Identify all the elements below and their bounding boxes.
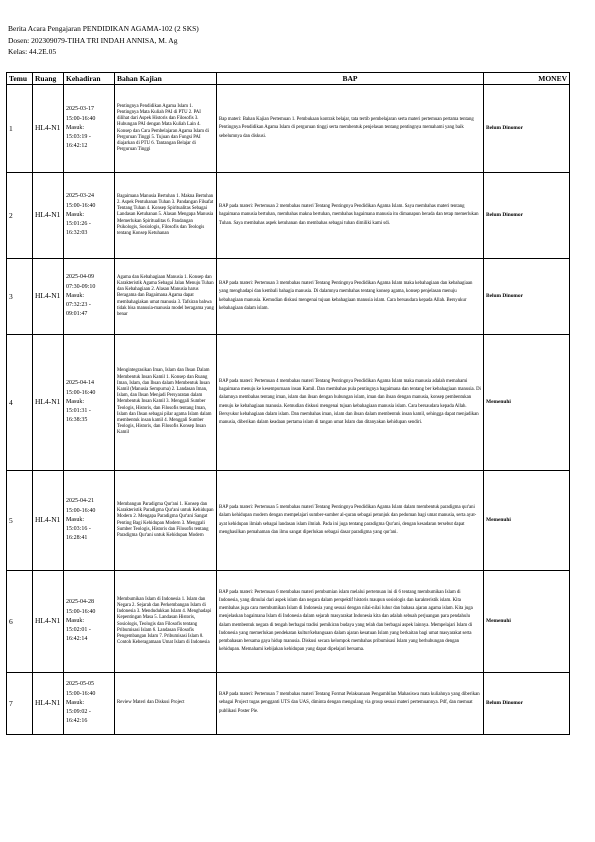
bap-cell: BAP pada materi: Pertemuan 2 membahas materi Tentang Pentingnya Pendidikan Agama Islam. Saya membahas materi tentang bagaimana manusia bertuhan, membahas makna bertuhan, membahas bagaimana manusia itu dimanapun berada dan tetap memerlukan Tuhan. Saya membahas aspek ketuhanan dan membahas sebagai tuhan dimiliki kami sdi. [217, 173, 484, 259]
masuk-time: 15:01:26 - [66, 221, 91, 228]
keluar-time: 16:28:41 [66, 535, 88, 542]
table-row [7, 259, 570, 335]
session-time: 15:00-16:40 [66, 608, 96, 615]
row-number: 4 [7, 335, 33, 471]
session-time: 15:00-16:40 [66, 202, 96, 209]
keluar-time: 16:42:12 [66, 143, 88, 150]
bahan-kajian-cell: Review Materi dan Diskusi Project [115, 673, 217, 735]
table-row [7, 173, 570, 259]
attendance-cell [64, 471, 115, 571]
masuk-time: 15:01:31 - [66, 408, 91, 415]
header-bap: BAP [217, 73, 484, 85]
row-number: 5 [7, 471, 33, 571]
bap-cell: BAP pada materi: Pertemuan 4 membahas materi Tentang Pentingnya Pendidikan Agama Islam maka manusia adalah memahami bagaimana menuju ke kesempurnaan insan Kamil. Dan membahas pula pentingnya bagaimana dan tentang ber kebahagiaan manusia. Di dalamnya membahas tentang iman, islam dan ihsan dengan hubungan islam, iman dan ihsan dengan manusia, konsep pembentukan menuju ke kebahagiaan manusia. Kemudian diskusi mengenai tujuan kebahagiaan manusia islam. Cara bersaudara kepada Allah. Bersyukur kebahagiaan dalam islam. Dan membahas iman, islam dan ihsan dalam membentuk insan kamil, sehingga dapat menjadikan manusia, diberikan dalam keadaan pertama islam di tangan umat Islam dan ditanyakan kehidupan sendiri. [217, 335, 484, 471]
keluar-time: 16:32:03 [66, 230, 88, 237]
row-number: 1 [7, 85, 33, 173]
session-date: 2025-05-05 [66, 681, 94, 688]
row-number: 7 [7, 673, 33, 735]
header-monev: MONEV [484, 73, 570, 85]
lecturer-line: Dosen: 202309079-TIHA TRI INDAH ANNISA, M. Ag [8, 35, 178, 45]
masuk-label: Masuk: [66, 516, 84, 523]
attendance-cell [64, 173, 115, 259]
session-date: 2025-04-09 [66, 274, 94, 281]
monev-status: Memenuhi [484, 471, 570, 571]
monev-status: Belum Dinomor [484, 673, 570, 735]
bap-cell: BAP pada materi: Pertemuan 6 membahas materi pembumian islam melalui pertemuan ini di 6 tentang membumikan Islam di Indonesia, yang dimulai dari aspek islam dan negara dalam perspektif historis maupun sosiologis dan karakteristik islam. Kita membahas juga cara membumikan Islam di Indonesia yang sesuai dengan nilai-nilai luhur dan bahasa ajaran agama islam. Kita juga menjelaskan bagaimana Islam di Indonesia dalam sejarah masyarakat Indonesia kita dan adalah sebuah perjuangan para pendahulu dalam membentuk negara di tengah berbagai tradisi pemikiran budaya yang telah dan berbagai aspek lainnya. Mempelajari Islam di Indonesia yang memerlukan pendekatan kultur/kebangsaan dalam ajaran kesatuan Islam yang berkaitan bagi umat masyarakat serta pembahasan bersama gaya hidup manusia. Diskusi secara kelompok membahas pribumisasi Islam yang berhubungan dengan kehidupan. Memahami kebijakan kehidupan yang dapat dipelajari bersama. [217, 571, 484, 673]
table-row [7, 335, 570, 471]
masuk-label: Masuk: [66, 617, 84, 624]
class-line: Kelas: 44.2E.05 [8, 47, 57, 56]
masuk-time: 07:32:23 - [66, 302, 91, 309]
header-bahan-kajian: Bahan Kajian [115, 73, 217, 85]
bahan-kajian-cell: Bagaimana Manusia Bertuhan 1. Makna Bertuhan 2. Aspek Pentuhanan Tuhan 3. Pandangan Filsafat Tentang Tuhan 4. Konsep Spiritualitas Sebagai Landasan Ketuhanan 5. Alasan Mengapa Manusia Memerlukan Spiritualitas 6. Pandangan Psikologis, Sosiologis, Filosofis dan Teologis tentang Konsep Ketuhanan [115, 173, 217, 259]
monev-status: Memenuhi [484, 571, 570, 673]
bap-cell: BAP pada materi: Pertemuan 7 membahas materi Tentang Format Pelaksanaan Pengambilan Mahasiswa mata kuliahnya yang diberikan sebagai Project tugas pengganti UTS dan UAS, diminta dengan mengulang via group sesuai materi pertemuannya. Pdf, dan memuat publikasi Poster Pie. [217, 673, 484, 735]
masuk-time: 15:03:16 - [66, 526, 91, 533]
masuk-label: Masuk: [66, 398, 84, 405]
session-time: 07:30-09:10 [66, 283, 96, 290]
room-cell: HL4-N1 [33, 173, 64, 259]
session-time: 15:00-16:40 [66, 690, 96, 697]
session-time: 15:00-16:40 [66, 507, 96, 514]
header-temu: Temu [7, 73, 33, 85]
room-cell: HL4-N1 [33, 673, 64, 735]
table-row [7, 85, 570, 173]
row-number: 2 [7, 173, 33, 259]
room-cell: HL4-N1 [33, 471, 64, 571]
table-row [7, 471, 570, 571]
bahan-kajian-cell: Agama dan Kebahagiaan Manusia 1. Konsep dan Karakteristik Agama Sebagai Jalan Menuju Tuhan dan Kebahagiaan 2. Alasan Manusia harus Beragama dan Bagaimana Agama dapat membahagiakan umat manusia 3. Tafsiran bahwa tidak bisa manusia-manusia model beragama yang benar [115, 259, 217, 335]
bap-cell: BAP pada materi: Pertemuan 3 membahas materi Tentang Pentingnya Pendidikan Agama Islam maka kebahagiaan dan kebahagiaan yang menghadapi dan kembali bahagia manusia. Di dalamnya membahas tentang konsep agama, konsep penjelasan menuju kebahagiaan manusia. Kemudian diskusi mengenai tujuan kebahagiaan manusia islam. Cara bersaudara kepada Allah. Bersyukur kebahagiaan dalam islam. [217, 259, 484, 335]
row-number: 3 [7, 259, 33, 335]
room-cell: HL4-N1 [33, 259, 64, 335]
masuk-label: Masuk: [66, 211, 84, 218]
bahan-kajian-cell: Mengintegrasikan Iman, Islam dan Ihsan Dalam Membentuk Insan Kamil 1. Konsep dan Ruang Iman, Islam, dan Ihsan dalam Membentuk Insan Kamil (Manusia Sempurna) 2. Landasan Iman, Islam, dan Ihsan Menjadi Persyaratan dalam Membentuk Insan Kamil 3. Menggali Sumber Teologis, Historis, dan Filosofis tentang Iman, Islam dan Ihsan sebagai pilar agama Islam dalam membentuk insan kamil 4. Menggali Sumber Teologis, Historis, dan Filosofis Konsep Insan Kamil [115, 335, 217, 471]
table-header-row [7, 73, 570, 85]
masuk-label: Masuk: [66, 124, 84, 131]
masuk-label: Masuk: [66, 699, 84, 706]
session-date: 2025-04-14 [66, 380, 94, 387]
masuk-label: Masuk: [66, 292, 84, 299]
bap-cell: BAP pada materi: Pertemuan 5 membahas materi Tentang Pentingnya Pendidikan Agama Islam dalam membentuk paradigma qur'ani dalam kehidupan modern dengan mempelajari sumber-sumber al-quran sebagai petunjuk dan pedoman bagi umat manusia, serta ayat-ayat kehidupan ilmiah sebagai landasan islam ilmiah. Pada ini juga tentang paradigma Qur'ani, dengan kesadaran tersebut dapat menghasilkan pemahaman dan ilmu sangat diperlukan sebagai dasar paradigma yang qur'ani. [217, 471, 484, 571]
room-cell: HL4-N1 [33, 335, 64, 471]
monev-status: Belum Dinomor [484, 85, 570, 173]
attendance-cell [64, 259, 115, 335]
room-cell: HL4-N1 [33, 571, 64, 673]
table-row [7, 571, 570, 673]
attendance-cell [64, 571, 115, 673]
header-ruang: Ruang [33, 73, 64, 85]
keluar-time: 16:38:35 [66, 417, 88, 424]
row-number: 6 [7, 571, 33, 673]
session-date: 2025-04-28 [66, 599, 94, 606]
monev-status: Memenuhi [484, 335, 570, 471]
room-cell: HL4-N1 [33, 85, 64, 173]
masuk-time: 15:03:19 - [66, 134, 91, 141]
session-date: 2025-03-17 [66, 106, 94, 113]
masuk-time: 15:02:01 - [66, 627, 91, 634]
document-header [8, 23, 568, 58]
table-row [7, 673, 570, 735]
bahan-kajian-cell: Pentingnya Pendidikan Agama Islam 1. Pentingnya Mata Kuliah PAI di PTU 2. PAI dilihat dari Aspek Historis dan Filosofis 3. Hubungan PAI dengan Mata Kuliah Lain 4. Konsep dan Cara Pembelajaran Agama Islam di Perguruan Tinggi 5. Tujuan dan Fungsi PAI diajarkan di PTU 6. Tantangan Belajar di Perguruan Tinggi [115, 85, 217, 173]
monev-status: Belum Dinomor [484, 259, 570, 335]
attendance-cell [64, 335, 115, 471]
monev-status: Belum Dinomor [484, 173, 570, 259]
keluar-time: 16:42:14 [66, 636, 88, 643]
bahan-kajian-cell: Membangun Paradigma Qur'ani 1. Konsep dan Karakteristik Paradigma Qur'ani untuk Kehidupan Modern 2. Mengapa Paradigma Qur'ani Sangat Penting Bagi Kehidupan Modern 3. Menggali Sumber Teologis, Historis dan Filosofis tentang Paradigma Qur'ani untuk Kehidupan Modern [115, 471, 217, 571]
session-time: 15:00-16:40 [66, 389, 96, 396]
attendance-cell [64, 673, 115, 735]
header-kehadiran: Kehadiran [64, 73, 115, 85]
masuk-time: 15:09:02 - [66, 709, 91, 716]
bahan-kajian-cell: Membumikan Islam di Indonesia 1. Islam dan Negara 2. Sejarah dan Perkembangan Islam di Indonesia 3. Mendudukkan Islam 4. Menghadapi Kepentingan Masa 5. Landasan Historis, Sosiologis, Teologis dan Filosofis tentang Pribumisasi Islam 6. Landasan Filosofis Pengembangan Islam 7. Pribumisasi Islam 8. Contoh Keberagamaan Umat Islam di Indonesia [115, 571, 217, 673]
attendance-cell [64, 85, 115, 173]
keluar-time: 16:42:16 [66, 718, 88, 725]
session-date: 2025-03-24 [66, 193, 94, 200]
course-title: Berita Acara Pengajaran PENDIDIKAN AGAMA-102 (2 SKS) [8, 24, 199, 33]
bap-cell: Bap materi: Bahan Kajian Pertemuan 1. Pembukaan kontrak belajar, tata tertib pembelajaran serta materi pertemuan pertama tentang Pentingnya Pendidikan Agama Islam di perguruan tinggi serta membentuk penjelasan tentang pentingnya memahami yang baik sebelumnya dan diskusi. [217, 85, 484, 173]
session-time: 15:00-16:40 [66, 115, 96, 122]
bap-table [6, 72, 570, 735]
session-date: 2025-04-21 [66, 498, 94, 505]
keluar-time: 09:01:47 [66, 311, 88, 318]
